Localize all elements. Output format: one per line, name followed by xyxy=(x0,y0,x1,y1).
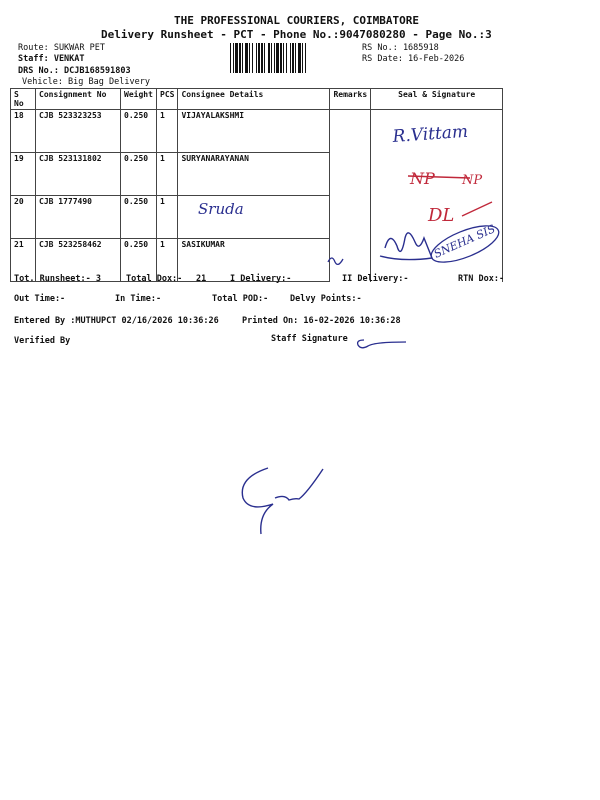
cell-weight: 0.250 xyxy=(121,196,157,239)
handwritten-mark-row21 xyxy=(328,258,343,264)
ii-delivery: II Delivery:- xyxy=(342,274,409,284)
in-time: In Time:- xyxy=(115,294,162,304)
cell-pcs: 1 xyxy=(157,153,178,196)
cell-sno: 20 xyxy=(11,196,36,239)
cell-weight: 0.250 xyxy=(121,153,157,196)
verified-by: Verified By xyxy=(14,336,71,346)
vehicle-label: Vehicle: Big Bag Delivery xyxy=(22,77,150,87)
handwritten-dash-row20 xyxy=(462,202,492,216)
rs-number: RS No.: 1685918 xyxy=(362,43,439,53)
cell-consignee: SURYANARAYANAN xyxy=(178,153,330,196)
col-consignee: Consignee Details xyxy=(178,89,330,110)
handwritten-np-row19: NP xyxy=(410,169,435,188)
total-pod: Total POD:- xyxy=(212,294,269,304)
cell-weight: 0.250 xyxy=(121,239,157,282)
entered-by: Entered By :MUTHUPCT 02/16/2026 10:36:26 xyxy=(14,316,219,326)
cell-consignment: CJB 1777490 xyxy=(36,196,121,239)
total-dox-label: Total Dox:- xyxy=(126,274,183,284)
handwritten-dl-row20: DL xyxy=(428,205,455,226)
total-dox-value: 21 xyxy=(196,274,207,284)
cell-consignment: CJB 523258462 xyxy=(36,239,121,282)
printed-on: Printed On: 16-02-2026 10:36:28 xyxy=(242,316,401,326)
handwritten-scribble-row21 xyxy=(380,233,432,260)
tot-runsheet: Tot. Runsheet:- 3 xyxy=(14,274,101,284)
company-title: THE PROFESSIONAL COURIERS, COIMBATORE xyxy=(174,14,420,27)
col-weight: Weight xyxy=(121,89,157,110)
handwritten-consignee-row20: Sruda xyxy=(198,200,244,218)
cell-consignee: VIJAYALAKSHMI xyxy=(178,110,330,153)
handwritten-bottom-signature xyxy=(242,468,323,534)
cell-consignment: CJB 523323253 xyxy=(36,110,121,153)
i-delivery: I Delivery:- xyxy=(230,274,292,284)
cell-sno: 18 xyxy=(11,110,36,153)
route-label: Route: SUKWAR PET xyxy=(18,43,105,53)
staff-label: Staff: VENKAT xyxy=(18,54,85,64)
cell-sno: 21 xyxy=(11,239,36,282)
cell-pcs: 1 xyxy=(157,196,178,239)
drs-number: DRS No.: DCJB168591803 xyxy=(18,66,131,76)
col-remarks: Remarks xyxy=(330,89,371,110)
out-time: Out Time:- xyxy=(14,294,66,304)
col-seal-signature: Seal & Signature xyxy=(371,89,503,110)
handwritten-np-row19-b: NP xyxy=(462,173,483,188)
rtn-dox: RTN Dox:- xyxy=(458,274,505,284)
cell-pcs: 1 xyxy=(157,110,178,153)
runsheet-subtitle: Delivery Runsheet - PCT - Phone No.:9047080280 - Page No.:3 xyxy=(101,28,492,41)
cell-sno: 19 xyxy=(11,153,36,196)
staff-signature-label: Staff Signature xyxy=(271,334,348,344)
col-sno: S No xyxy=(11,89,36,110)
cell-pcs: 1 xyxy=(157,239,178,282)
delvy-points: Delvy Points:- xyxy=(290,294,362,304)
cell-consignee: SASIKUMAR xyxy=(178,239,330,282)
col-pcs: PCS xyxy=(157,89,178,110)
handwritten-signature-row21: SNEHA SIS xyxy=(431,222,498,261)
staff-signature-mark xyxy=(358,340,406,348)
col-consignment: Consignment No xyxy=(36,89,121,110)
cell-weight: 0.250 xyxy=(121,110,157,153)
handwritten-signature-row18: R.Vittam xyxy=(391,121,469,147)
rs-date: RS Date: 16-Feb-2026 xyxy=(362,54,465,64)
cell-consignment: CJB 523131802 xyxy=(36,153,121,196)
